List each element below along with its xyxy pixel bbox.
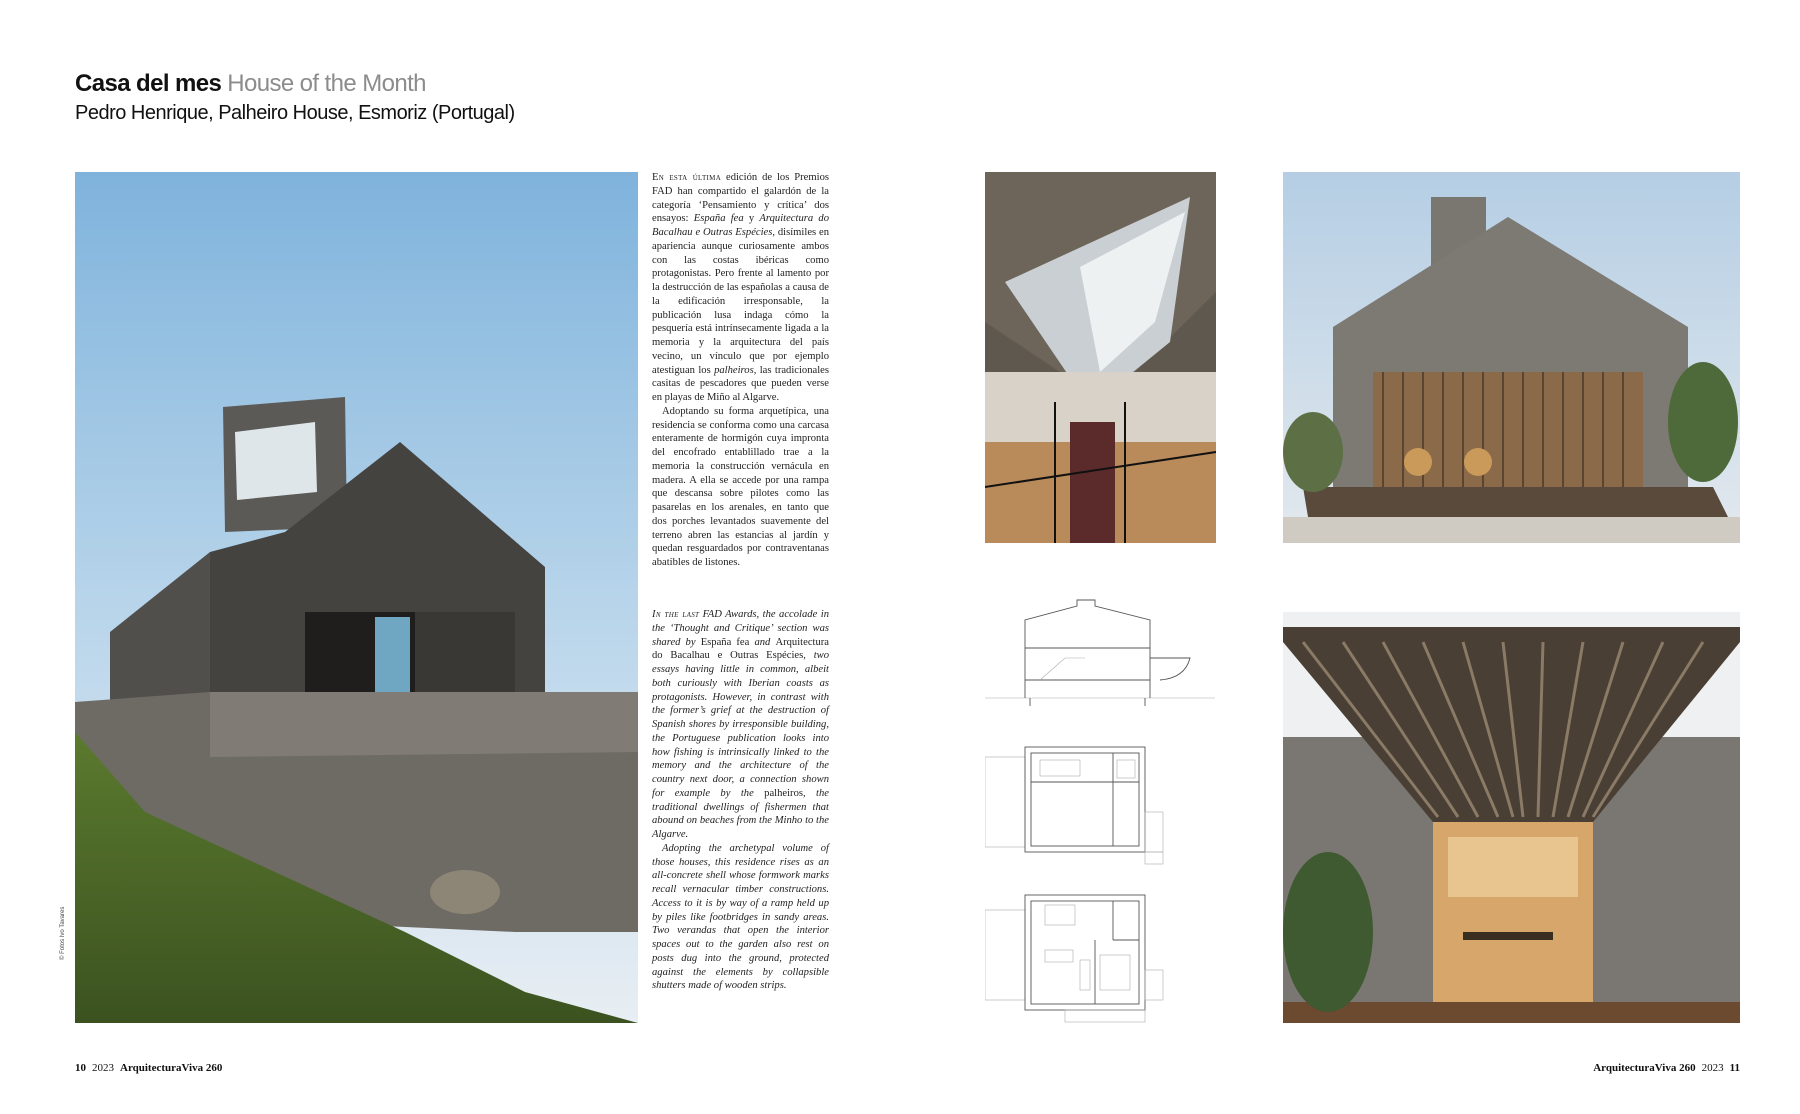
section-title (75, 70, 426, 98)
main-exterior-photo (75, 172, 638, 1023)
lead-in-es: En esta última (652, 172, 722, 183)
folio-right (1593, 1062, 1740, 1074)
upper-floor-plan (985, 742, 1185, 872)
paragraph-es-2: Adoptando su forma arquetípica, una residencia se conforma como una carcasa enteramente de hormigón cuya impronta del encofrado entablillado trae a la memoria la construcción vernácula en madera. A ella se accede por una rampa que descansa sobre pilotes como las pasarelas en los arenales, en tanto que dos porches levantados suavemente del terreno abren las estancias al jardín y quedan resguardados por contraventanas abatibles de listones. (652, 405, 829, 568)
book-title: España fea (693, 213, 744, 225)
term: palheiros (714, 364, 754, 376)
interior-skylight-photo (985, 172, 1216, 543)
section-title-en: House of the Month (227, 70, 426, 97)
section-drawing (985, 598, 1215, 706)
pergola-entrance-photo (1283, 612, 1740, 1023)
ground-floor-plan (985, 890, 1185, 1025)
term: palheiros (764, 787, 803, 799)
year-left: 2023 (92, 1062, 114, 1074)
section-title-es: Casa del mes (75, 70, 222, 97)
paragraph-en-2: Adopting the archetypal volume of those houses, this residence rises as an all-concrete shell whose formwork marks recall vernacular timber constructions. Access to it is by way of a ramp held up by piles like footbridges in sandy areas. Two verandas that open the interior spaces out to the garden also rest on posts dug into the ground, protected against the elements by collapsible shutters made of wooden strips. (652, 842, 829, 992)
folio-left (75, 1062, 222, 1074)
paragraph-en-1: In the last FAD Awards, the accolade in the ‘Thought and Critique’ section was shared by España fea and Arquitectura do Bacalhau e Outras Espécies, two essays having little in common, albeit both curiously with Iberian coasts as protagonists. However, in contrast with the former’s grief at the destruction of Spanish shores by irresponsible building, the Portuguese publication looks into how fishing is intrinsically linked to the memory and the architecture of the country next door, a connection shown for example by the palheiros, the traditional dwellings of fishermen that abound on beaches from the Minho to the Algarve. (652, 609, 829, 840)
article-text-en (652, 608, 829, 1023)
magazine-name-left: ArquitecturaViva 260 (120, 1062, 223, 1074)
paragraph-es-1: En esta última edición de los Premios FAD han compartido el galardón de la categoría ‘Pensamiento y crítica’ dos ensayos: España fea y Arquitectura do Bacalhau e Outras Espécies, disímiles en apariencia aunque curiosamente ambos con las costas ibéricas como protagonistas. Pero frente al lamento por la destrucción de las españolas a causa de la edificación irresponsable, la publicación lusa indaga cómo la pesquería está intrínsecamente ligada a la memoria y la arquitectura del país vecino, un vínculo que por ejemplo atestiguan los palheiros, las tradicionales casitas de pescadores que pueden verse en playas de Miño al Algarve. (652, 172, 829, 403)
exterior-deck-photo (1283, 172, 1740, 543)
book-title: Arquitectura do Bacalhau e Outras Espécies (652, 213, 829, 238)
book-title: España fea (700, 636, 750, 648)
magazine-name-right: ArquitecturaViva 260 (1593, 1062, 1696, 1074)
year-right: 2023 (1701, 1062, 1724, 1074)
article-subtitle: Pedro Henrique, Palheiro House, Esmoriz (Portugal) (75, 102, 515, 124)
lead-in-en: In the last (652, 609, 700, 620)
photo-credit: © Fotos Ivo Tavares (60, 906, 66, 960)
book-title: Arquitectura do Bacalhau e Outras Espécies (652, 636, 829, 662)
article-text-es (652, 171, 829, 596)
page-number-right: 11 (1729, 1062, 1740, 1074)
page-number-left: 10 (75, 1062, 86, 1074)
